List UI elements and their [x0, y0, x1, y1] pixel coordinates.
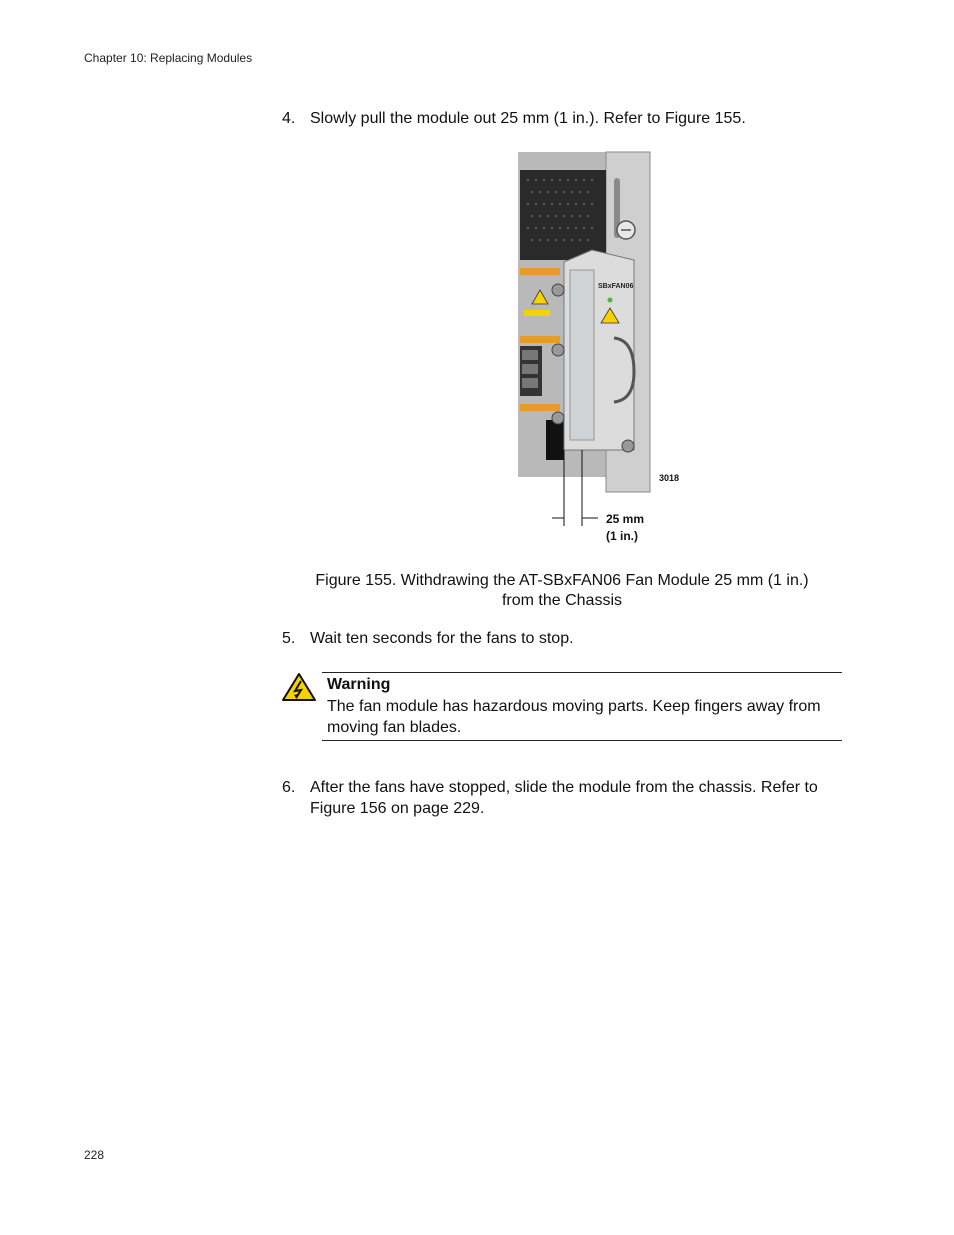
power-supply-grille: [520, 170, 606, 260]
caption-line-2: from the Chassis: [501, 592, 623, 609]
dimension-in: (1 in.): [606, 529, 638, 543]
figure-id: 3018: [659, 473, 680, 483]
electrical-hazard-icon: [281, 672, 317, 702]
caption-line-1: Figure 155. Withdrawing the AT-SBxFAN06 Fan Module 25 mm (1 in.): [315, 572, 809, 589]
captive-screw-icon: [552, 284, 564, 296]
figure-fan-module: [518, 150, 688, 550]
fan-module-illustration: [518, 150, 688, 550]
step-number: 5.: [282, 630, 296, 647]
blade-label: [520, 268, 560, 275]
dimension-mm: 25 mm: [606, 512, 645, 526]
step-number: 4.: [282, 110, 296, 127]
warning-top-rule: [322, 672, 842, 673]
step-text: After the fans have stopped, slide the module from the chassis. Refer to Figure 156 on page 229.: [310, 779, 818, 817]
module-label: SBxFAN06: [598, 283, 634, 290]
warning-text: The fan module has hazardous moving parts. Keep fingers away from moving fan blades.: [327, 698, 821, 736]
figure-caption: [282, 571, 842, 611]
step-text: Wait ten seconds for the fans to stop.: [310, 630, 574, 647]
running-header: Chapter 10: Replacing Modules: [84, 51, 253, 65]
status-led: [608, 298, 613, 303]
step-number: 6.: [282, 779, 296, 796]
warning-title: Warning: [327, 676, 391, 693]
page-number: 228: [84, 1148, 105, 1162]
step-text: Slowly pull the module out 25 mm (1 in.). Refer to Figure 155.: [310, 110, 746, 127]
warning-bottom-rule: [322, 740, 842, 741]
